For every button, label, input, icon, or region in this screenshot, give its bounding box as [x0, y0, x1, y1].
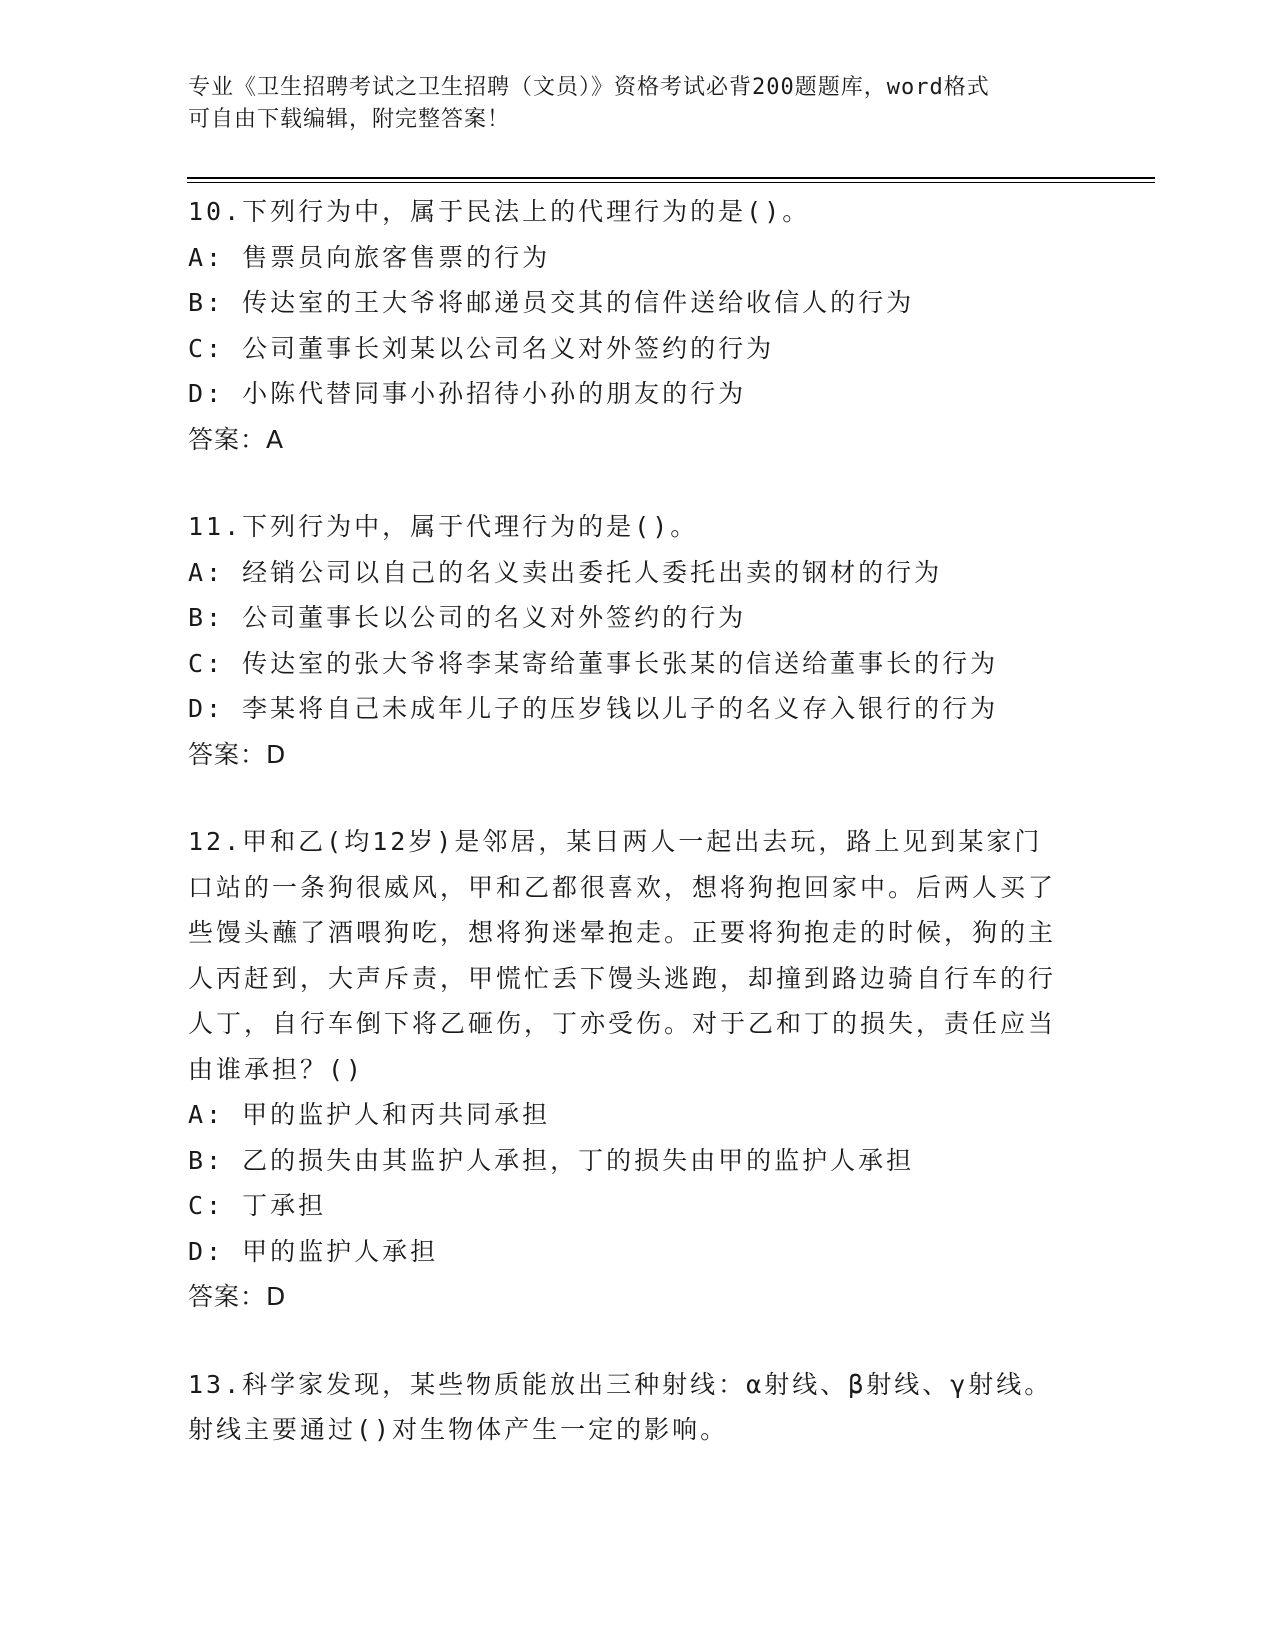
answer: 答案：D: [188, 739, 287, 769]
question-text: 12.甲和乙(均12岁)是邻居，某日两人一起出去玩，路上见到某家门口站的一条狗很威风，甲和乙都很喜欢，想将狗抱回家中。后两人买了些馒头蘸了酒喂狗吃，想将狗迷晕抱走。正要将狗抱走的时候，狗的主人丙赶到，大声斥责，甲慌忙丢下馒头逃跑，却撞到路边骑自行车的行人丁，自行车倒下将乙砸伤，丁亦受伤。对于乙和丁的损失，责任应当由谁承担？(): [188, 827, 1057, 1084]
question-13: [188, 1362, 1068, 1453]
option-b: B: 乙的损失由其监护人承担，丁的损失由甲的监护人承担: [188, 1145, 915, 1175]
question-text: 13.科学家发现，某些物质能放出三种射线：α射线、β射线、γ射线。射线主要通过()对生物体产生一定的影响。: [188, 1369, 1053, 1444]
document-header: [188, 72, 1068, 136]
option-a: A: 售票员向旅客售票的行为: [188, 242, 551, 272]
question-10: [188, 189, 1068, 462]
header-line-1: 专业《卫生招聘考试之卫生招聘（文员）》资格考试必背200题题库，word格式: [188, 75, 990, 100]
question-text: 10.下列行为中，属于民法上的代理行为的是()。: [188, 197, 811, 226]
question-12: [188, 819, 1068, 1320]
header-divider-thick: [187, 177, 1155, 179]
option-d: D: 小陈代替同事小孙招待小孙的朋友的行为: [188, 379, 747, 408]
answer: 答案：D: [188, 1282, 287, 1311]
option-b: B: 公司董事长以公司的名义对外签约的行为: [188, 603, 747, 632]
option-d: D: 李某将自己未成年儿子的压岁钱以儿子的名义存入银行的行为: [188, 694, 999, 723]
question-text: 11.下列行为中，属于代理行为的是()。: [188, 512, 699, 541]
header-divider-thin: [187, 182, 1155, 183]
option-c: C: 公司董事长刘某以公司名义对外签约的行为: [188, 333, 775, 363]
option-a: A: 甲的监护人和丙共同承担: [188, 1100, 551, 1129]
question-list: [188, 189, 1068, 1495]
option-a: A: 经销公司以自己的名义卖出委托人委托出卖的钢材的行为: [188, 557, 943, 587]
header-line-2: 可自由下载编辑，附完整答案！: [188, 107, 511, 132]
answer: 答案：A: [188, 424, 285, 454]
option-b: B: 传达室的王大爷将邮递员交其的信件送给收信人的行为: [188, 288, 915, 317]
option-c: C: 丁承担: [188, 1191, 327, 1220]
option-c: C: 传达室的张大爷将李某寄给董事长张某的信送给董事长的行为: [188, 648, 999, 678]
option-d: D: 甲的监护人承担: [188, 1236, 439, 1266]
question-11: [188, 504, 1068, 777]
